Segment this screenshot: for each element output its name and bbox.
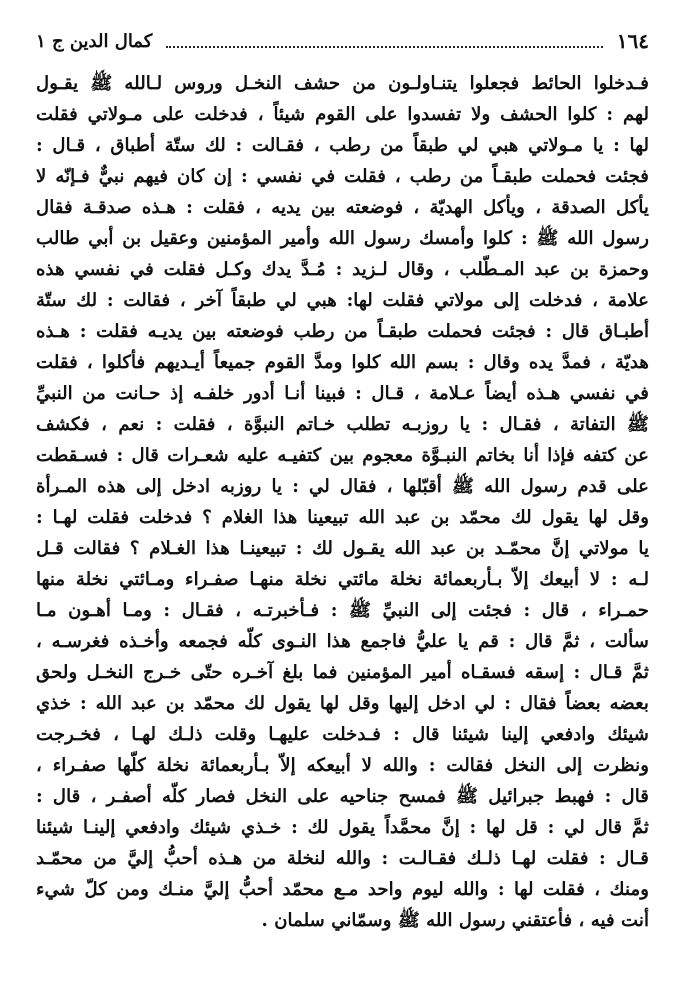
text-line: ومنك ، فقلت لها : والله ليوم واحد مـع محمّد أحبُّ إليَّ منـك ومن كلّ شيء bbox=[36, 879, 649, 900]
text-line: حمـراء ، قال : فجئت إلى النبيِّ ﷺ : فـأخبرتـه ، فقـال : ومـا أهـون مـا bbox=[36, 600, 649, 621]
text-line: هديّة ، فمدَّ يده وقال : بسم الله كلوا ومدَّ القوم جميعاً أيـديهم فأكلوا ، فقلت bbox=[36, 352, 649, 373]
body-text bbox=[36, 68, 649, 936]
text-line: ثمَّ قـال : إسقه فسقـاه أمير المؤمنين فما بلغ آخـره حتّى خـرج النخـل ولحق bbox=[36, 662, 649, 683]
text-line: فجئت فحملت طبقـاً من رطب ، فقلت في نفسي : إن كان فيهم نبيٌّ فـإنّه لا bbox=[36, 166, 649, 187]
text-line: فـدخلوا الحائط فجعلوا يتنـاولـون من حشف النخـل وروس لـالله ﷺ يقـول bbox=[36, 73, 649, 94]
text-line: لـه : لا أبيعك إلاّ بـأربعمائة نخلة مائتي نخلة منهـا صفـراء ومـائتي نخلة منها bbox=[36, 569, 649, 590]
text-line: قال : فهبط جبرائيل ﷺ فمسح جناحيه على النخل فصار كلّه أصفـر ، قال : bbox=[36, 786, 649, 807]
text-line: يأكل الصدقة ، ويأكل الهديّة ، فوضعته بين يديه ، فقلت : هـذه صدقـة فقال bbox=[36, 197, 649, 218]
running-header bbox=[36, 24, 649, 58]
text-line: أنت فيه ، فأعتقني رسول الله ﷺ وسمّاني سلمان . bbox=[261, 910, 649, 931]
text-line: علامة ، فدخلت إلى مولاتي فقلت لها: هبي لي طبقاً آخر ، فقالت : لك ستّة bbox=[36, 290, 649, 311]
text-line: ونظرت إلى النخل فقالت : والله لا أبيعكه إلاّ بـأربعمائة نخلة كلّها صفـراء ، bbox=[36, 755, 649, 776]
page-number: ١٦٤ bbox=[616, 29, 649, 53]
book-page bbox=[36, 24, 649, 984]
text-line: لها : يا مـولاتي هبي لي طبقاً من رطب ، فقـالت : لك ستّة أطباق ، قـال : bbox=[36, 135, 649, 156]
text-line: ﷺ التفاتة ، فقـال : يا روزبـه تطلب خـاتم النبوَّة ، فقلت : نعم ، فكشف bbox=[36, 414, 649, 435]
book-title: كمال الدين ج ١ bbox=[36, 30, 153, 52]
text-line: قـال : فقلت لهـا ذلـك فقـالـت : والله لنخلة من هـذه أحبُّ إليَّ من محمّـد bbox=[36, 848, 649, 869]
text-line: أطبـاق قال : فجئت فحملت طبقـاً من رطب فوضعته بين يديـه فقلت : هـذه bbox=[36, 321, 649, 342]
text-line: بعضه بعضاً فقال : لي ادخل إليها وقل لها يقول لك محمّد بن عبد الله : خذي bbox=[36, 693, 649, 714]
text-line: عن كتفه فإذا أنا بخاتم النبـوَّة معجوم بين كتفيـه عليه شعـرات قال : فسـقطت bbox=[36, 445, 649, 466]
text-line: لهم : كلوا الحشف ولا تفسدوا على القوم شيئاً ، فدخلت على مـولاتي فقلت bbox=[36, 104, 649, 125]
text-line: يا مولاتي إنَّ محمّـد بن عبد الله يقـول لك : تبيعينـا هذا الغـلام ؟ فقالت قـل bbox=[36, 538, 649, 559]
header-dot-leader bbox=[166, 46, 602, 48]
text-line: رسول الله ﷺ : كلوا وأمسك رسول الله وأمير المؤمنين وعقيل بن أبي طالب bbox=[36, 228, 649, 249]
text-line: سألت ، ثمَّ قال : قم يا عليُّ فاجمع هذا النـوى كلّه فجمعه وأخـذه فغرسـه ، bbox=[36, 631, 649, 652]
text-line: ثمَّ قال لي : قل لها : إنَّ محمَّداً يقول لك : خـذي شيئك وادفعي إلينـا شيئنا bbox=[36, 817, 649, 838]
text-line: في نفسي هـذه أيضاً عـلامة ، قـال : فبينا أنـا أدور خلفـه إذ حـانت من النبيِّ bbox=[36, 383, 649, 404]
text-line: على قدم رسول الله ﷺ أقبّلها ، فقال لي : يا روزبه ادخل إلى هذه المـرأة bbox=[36, 476, 649, 497]
text-line: وحمزة بن عبد المـطّلب ، وقال لـزيد : مُـدَّ يدك وكـل فقلت في نفسي هذه bbox=[36, 259, 649, 280]
text-line: وقل لها يقول لك محمّد بن عبد الله تبيعينا هذا الغلام ؟ فدخلت فقلت لهـا : bbox=[36, 507, 649, 528]
text-line: شيئك وادفعي إلينا شيئنا قال : فـدخلت عليهـا وقلت ذلـك لهـا ، فخـرجت bbox=[36, 724, 649, 745]
